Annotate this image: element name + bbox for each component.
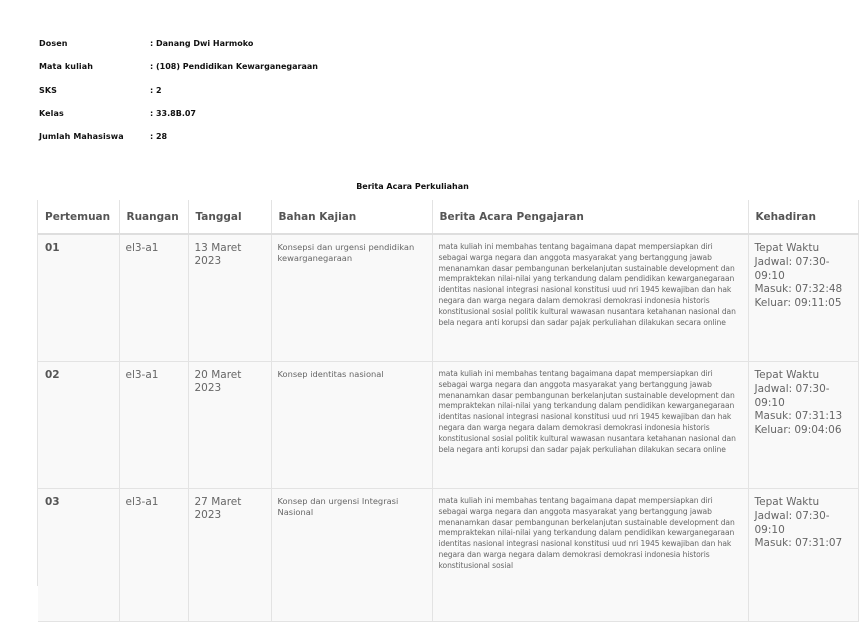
cell-kehadiran <box>748 362 858 489</box>
header-bahan-kajian: Bahan Kajian <box>271 200 432 234</box>
cell-berita-acara: mata kuliah ini membahas tentang bagaimana dapat mempersiapkan diri sebagai warga negara dan anggota masyarakat yang bertanggung jawab menanamkan dasar pembangunan berkelanjutan sustainable development dan mempraktekan nilai-nilai yang terkandung dalam pendidikan kewarganegaraan identitas nasional integrasi nasional konstitusi uud nri 1945 kewajiban dan hak negara dan warga negara dalam demokrasi demokrasi indonesia historis konstitusional sosial politik kultural wawasan nusantara ketahanan nasional dan bela negara anti korupsi dan sadar pajak perkuliahan dilakukan secara online <box>432 234 748 362</box>
cell-berita-acara: mata kuliah ini membahas tentang bagaimana dapat mempersiapkan diri sebagai warga negara dan anggota masyarakat yang bertanggung jawab menanamkan dasar pembangunan berkelanjutan sustainable development dan mempraktekan nilai-nilai yang terkandung dalam pendidikan kewarganegaraan identitas nasional integrasi nasional konstitusi uud nri 1945 kewajiban dan hak negara dan warga negara dalam demokrasi demokrasi indonesia historis konstitusional sosial <box>432 489 748 622</box>
course-info <box>39 39 318 155</box>
info-row-jumlah <box>39 132 318 155</box>
cell-berita-acara: mata kuliah ini membahas tentang bagaimana dapat mempersiapkan diri sebagai warga negara dan anggota masyarakat yang bertanggung jawab menanamkan dasar pembangunan berkelanjutan sustainable development dan mempraktekan nilai-nilai yang terkandung dalam pendidikan kewarganegaraan identitas nasional integrasi nasional konstitusi uud nri 1945 kewajiban dan hak negara dan warga negara dalam demokrasi demokrasi indonesia historis konstitusional sosial politik kultural wawasan nusantara ketahanan nasional dan bela negara anti korupsi dan sadar pajak perkuliahan dilakukan secara online <box>432 362 748 489</box>
sks-value: : 2 <box>150 85 162 95</box>
cell-pertemuan: 03 <box>38 489 119 622</box>
bap-table <box>38 200 859 622</box>
cell-tanggal: 20 Maret 2023 <box>188 362 271 489</box>
cell-kehadiran <box>748 489 858 622</box>
table-row <box>38 489 858 622</box>
matakuliah-label: Mata kuliah <box>39 62 94 72</box>
attendance-schedule: Jadwal: 07:30-09:10 <box>754 255 830 282</box>
cell-bahan-kajian: Konsepsi dan urgensi pendidikan kewarganegaraan <box>271 234 432 362</box>
cell-pertemuan: 02 <box>38 362 119 489</box>
cell-pertemuan: 01 <box>38 234 119 362</box>
table-row <box>38 362 858 489</box>
attendance-status: Tepat Waktu <box>754 369 820 381</box>
cell-ruangan: el3-a1 <box>119 362 188 489</box>
cell-ruangan: el3-a1 <box>119 489 188 622</box>
sks-label: SKS <box>39 85 58 95</box>
info-row-sks <box>39 86 318 109</box>
attendance-in: Masuk: 07:32:48 <box>754 283 843 296</box>
cell-bahan-kajian: Konsep identitas nasional <box>271 362 432 489</box>
kelas-value: : 33.8B.07 <box>150 108 196 118</box>
cell-kehadiran <box>748 234 858 362</box>
attendance-status: Tepat Waktu <box>754 496 820 508</box>
table-row <box>38 234 858 362</box>
bap-table-container[interactable] <box>37 200 843 586</box>
attendance-out: Keluar: 09:11:05 <box>754 297 842 310</box>
attendance-in: Masuk: 07:31:13 <box>754 410 843 423</box>
attendance-out: Keluar: 09:04:06 <box>754 424 842 437</box>
jumlah-label: Jumlah Mahasiswa <box>39 132 124 142</box>
dosen-value: : Danang Dwi Harmoko <box>150 39 254 48</box>
info-row-matakuliah <box>39 62 318 85</box>
matakuliah-value: : (108) Pendidikan Kewarganegaraan <box>150 62 318 72</box>
jumlah-value: : 28 <box>150 132 168 142</box>
header-ruangan: Ruangan <box>119 200 188 234</box>
dosen-label: Dosen <box>39 39 68 48</box>
info-row-dosen <box>39 39 318 62</box>
kelas-label: Kelas <box>39 108 64 118</box>
attendance-in: Masuk: 07:31:07 <box>754 537 843 550</box>
attendance-status: Tepat Waktu <box>754 242 820 254</box>
header-pertemuan: Pertemuan <box>38 200 119 234</box>
info-row-kelas <box>39 109 318 132</box>
attendance-schedule: Jadwal: 07:30-09:10 <box>754 382 830 409</box>
cell-tanggal: 27 Maret 2023 <box>188 489 271 622</box>
header-tanggal: Tanggal <box>188 200 271 234</box>
header-berita-acara: Berita Acara Pengajaran <box>432 200 748 234</box>
header-kehadiran: Kehadiran <box>748 200 858 234</box>
cell-tanggal: 13 Maret 2023 <box>188 234 271 362</box>
cell-bahan-kajian: Konsep dan urgensi Integrasi Nasional <box>271 489 432 622</box>
attendance-schedule: Jadwal: 07:30-09:10 <box>754 509 830 536</box>
table-header-row <box>38 200 858 234</box>
cell-ruangan: el3-a1 <box>119 234 188 362</box>
section-title: Berita Acara Perkuliahan <box>356 182 469 191</box>
